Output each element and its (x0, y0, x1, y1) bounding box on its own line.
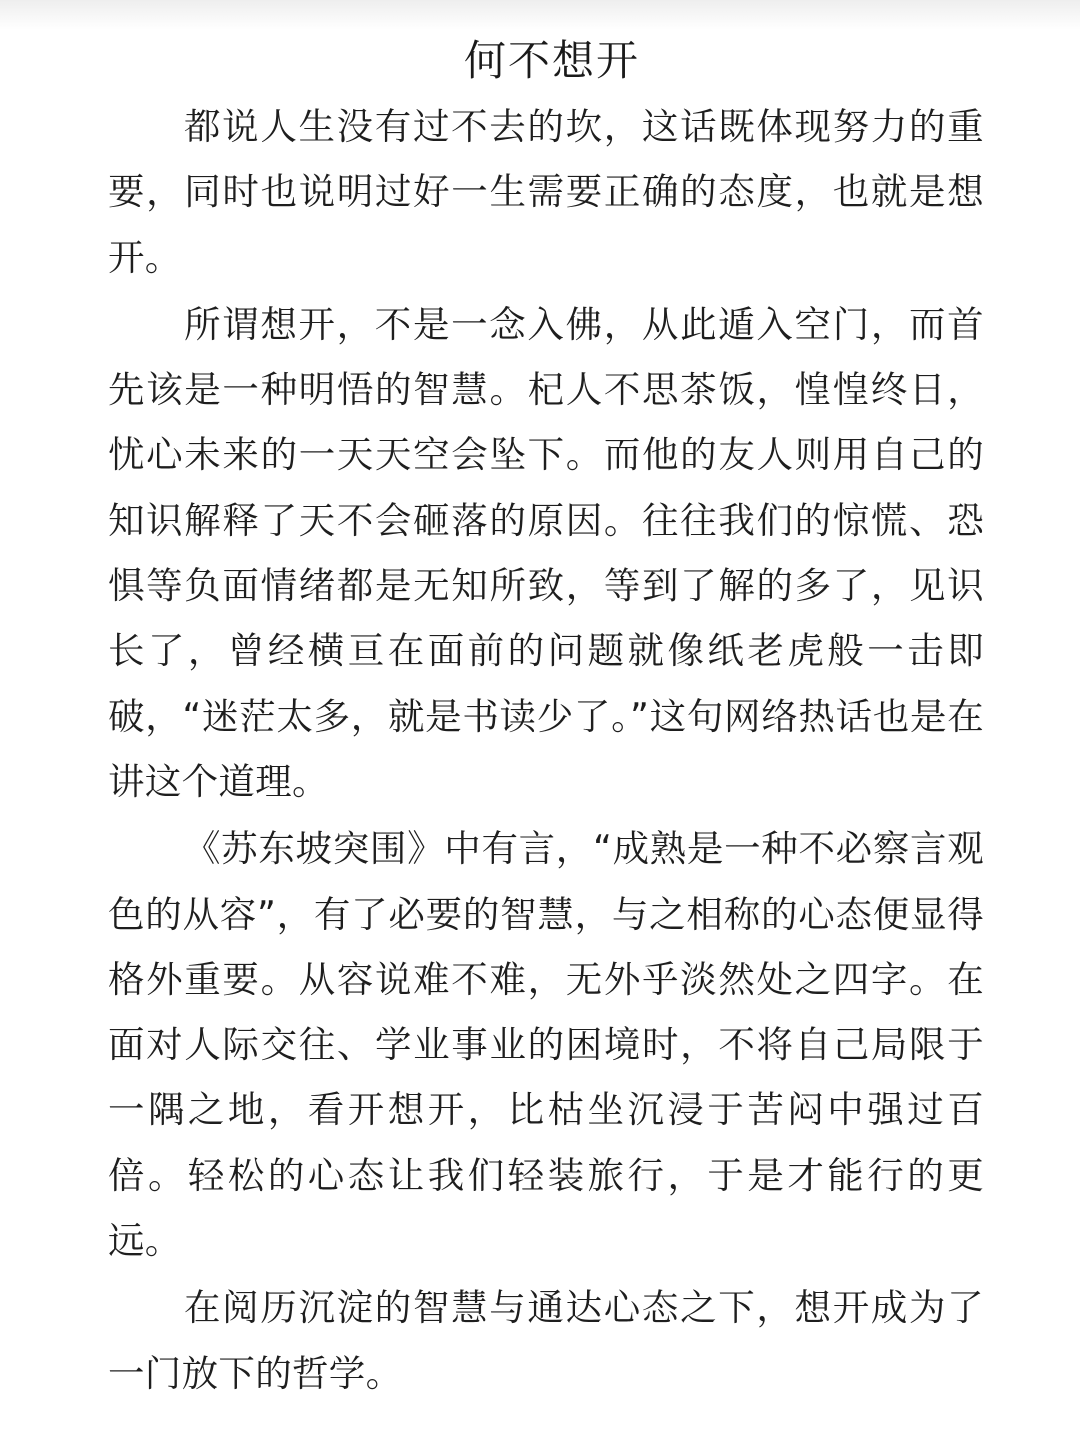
paragraph-3: 《苏东坡突围》中有言，“成熟是一种不必察言观色的从容”，有了必要的智慧，与之相称的心态便显得格外重要。从容说难不难，无外乎淡然处之四字。在面对人际交往、学业事业的困境时，不将自己局限于一隅之地，看开想开，比枯坐沉浸于苦闷中强过百倍。轻松的心态让我们轻装旅行，于是才能行的更远。 (108, 827, 984, 1263)
paragraph-2: 所谓想开，不是一念入佛，从此遁入空门，而首先该是一种明悟的智慧。杞人不思茶饭，惶惶终日，忧心未来的一天天空会坠下。而他的友人则用自己的知识解释了天不会砸落的原因。往往我们的惊慌、恐惧等负面情绪都是无知所致，等到了解的多了，见识长了，曾经横亘在面前的问题就像纸老虎般一击即破，“迷茫太多，就是书读少了。”这句网络热话也是在讲这个道理。 (108, 302, 984, 803)
paragraph-4: 在阅历沉淀的智慧与通达心态之下，想开成为了一门放下的哲学。 (108, 1286, 984, 1395)
paragraph-1: 都说人生没有过不去的坎，这话既体现努力的重要，同时也说明过好一生需要正确的态度，也就是想开。 (108, 105, 984, 279)
article-title: 何不想开 (463, 36, 640, 85)
article (108, 28, 984, 1406)
top-shadow (0, 0, 1080, 30)
